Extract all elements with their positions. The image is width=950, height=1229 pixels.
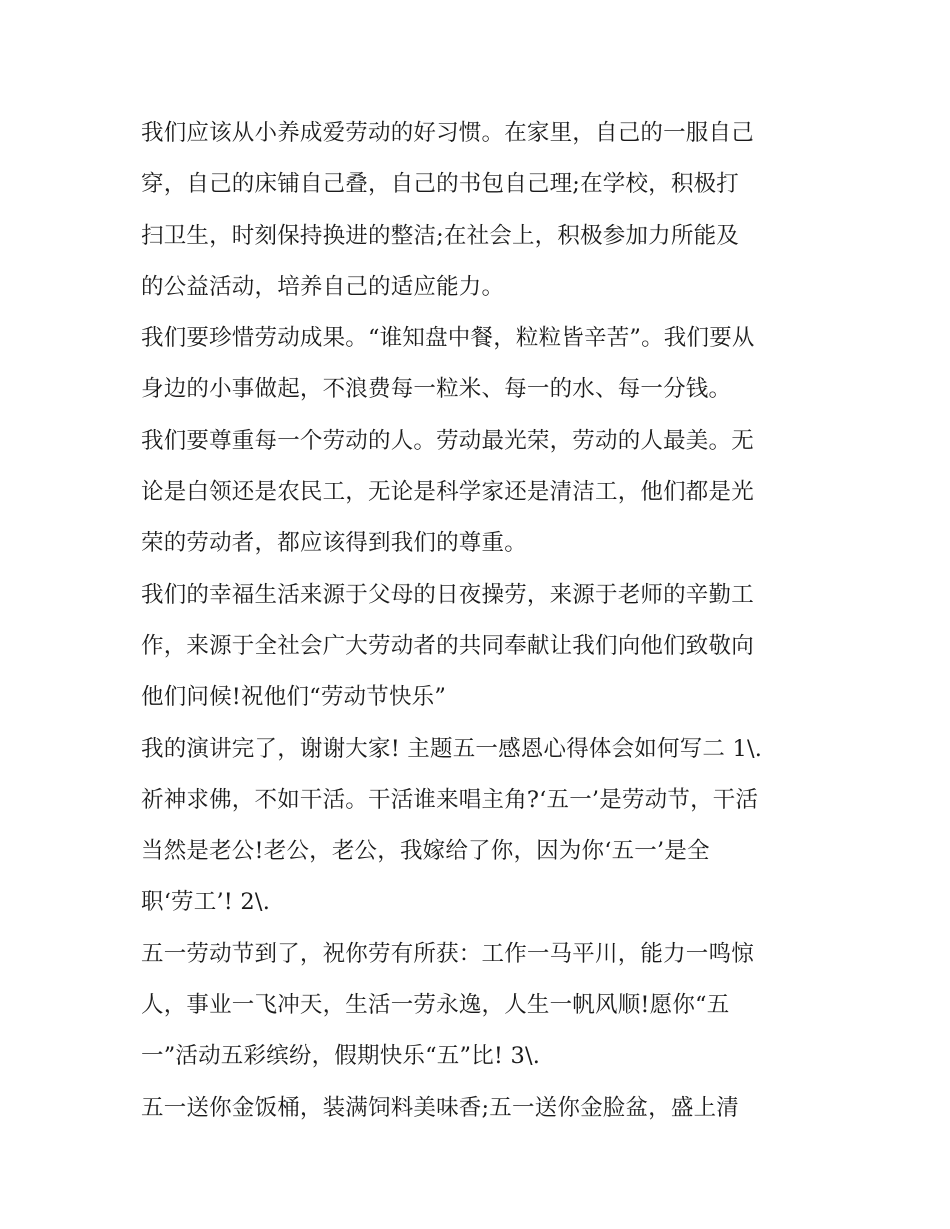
- text-line: 五一送你金饭桶，装满饲料美味香;五一送你金脸盆，盛上清: [141, 1094, 739, 1121]
- text-line: 我们要珍惜劳动成果。“谁知盘中餐，粒粒皆辛苦”。我们要从: [141, 325, 755, 352]
- text-line: 我们应该从小养成爱劳动的好习惯。在家里，自己的一服自己: [141, 120, 754, 146]
- text-line: 论是白领还是农民工，无论是科学家还是清洁工，他们都是光: [141, 479, 754, 506]
- text-line: 职‘劳工’! 2\.: [141, 889, 271, 916]
- text-line: 我的演讲完了，谢谢大家! 主题五一感恩心得体会如何写二 1\.: [141, 735, 763, 762]
- text-line: 的公益活动，培养自己的适应能力。: [141, 273, 505, 300]
- text-line: 人，事业一飞冲天，生活一劳永逸，人生一帆风顺!愿你“五: [141, 992, 730, 1019]
- text-line: 他们问候!祝他们“劳动节快乐”: [141, 684, 447, 711]
- text-line: 我们的幸福生活来源于父母的日夜操劳，来源于老师的辛勤工: [141, 581, 754, 608]
- text-line: 作，来源于全社会广大劳动者的共同奉献让我们向他们致敬向: [141, 632, 754, 659]
- text-line: 身边的小事做起，不浪费每一粒米、每一的水、每一分钱。: [141, 376, 732, 403]
- text-line: 祈神求佛，不如干活。干活谁来唱主角?‘五一’是劳动节，干活: [141, 786, 759, 813]
- text-line: 荣的劳动者，都应该得到我们的尊重。: [141, 530, 527, 557]
- text-line: 一”活动五彩缤纷，假期快乐“五”比! 3\.: [141, 1043, 541, 1070]
- text-line: 当然是老公!老公，老公，我嫁给了你，因为你‘五一’是全: [141, 838, 710, 865]
- text-line: 我们要尊重每一个劳动的人。劳动最光荣，劳动的人最美。无: [141, 427, 754, 454]
- text-line: 扫卫生，时刻保持换进的整洁;在社会上，积极参加力所能及: [141, 222, 739, 249]
- document-body: [141, 108, 816, 1134]
- text-line: 五一劳动节到了，祝你劳有所获：工作一马平川，能力一鸣惊: [141, 940, 754, 967]
- text-line: 穿，自己的床铺自己叠，自己的书包自己理;在学校，积极打: [141, 171, 739, 198]
